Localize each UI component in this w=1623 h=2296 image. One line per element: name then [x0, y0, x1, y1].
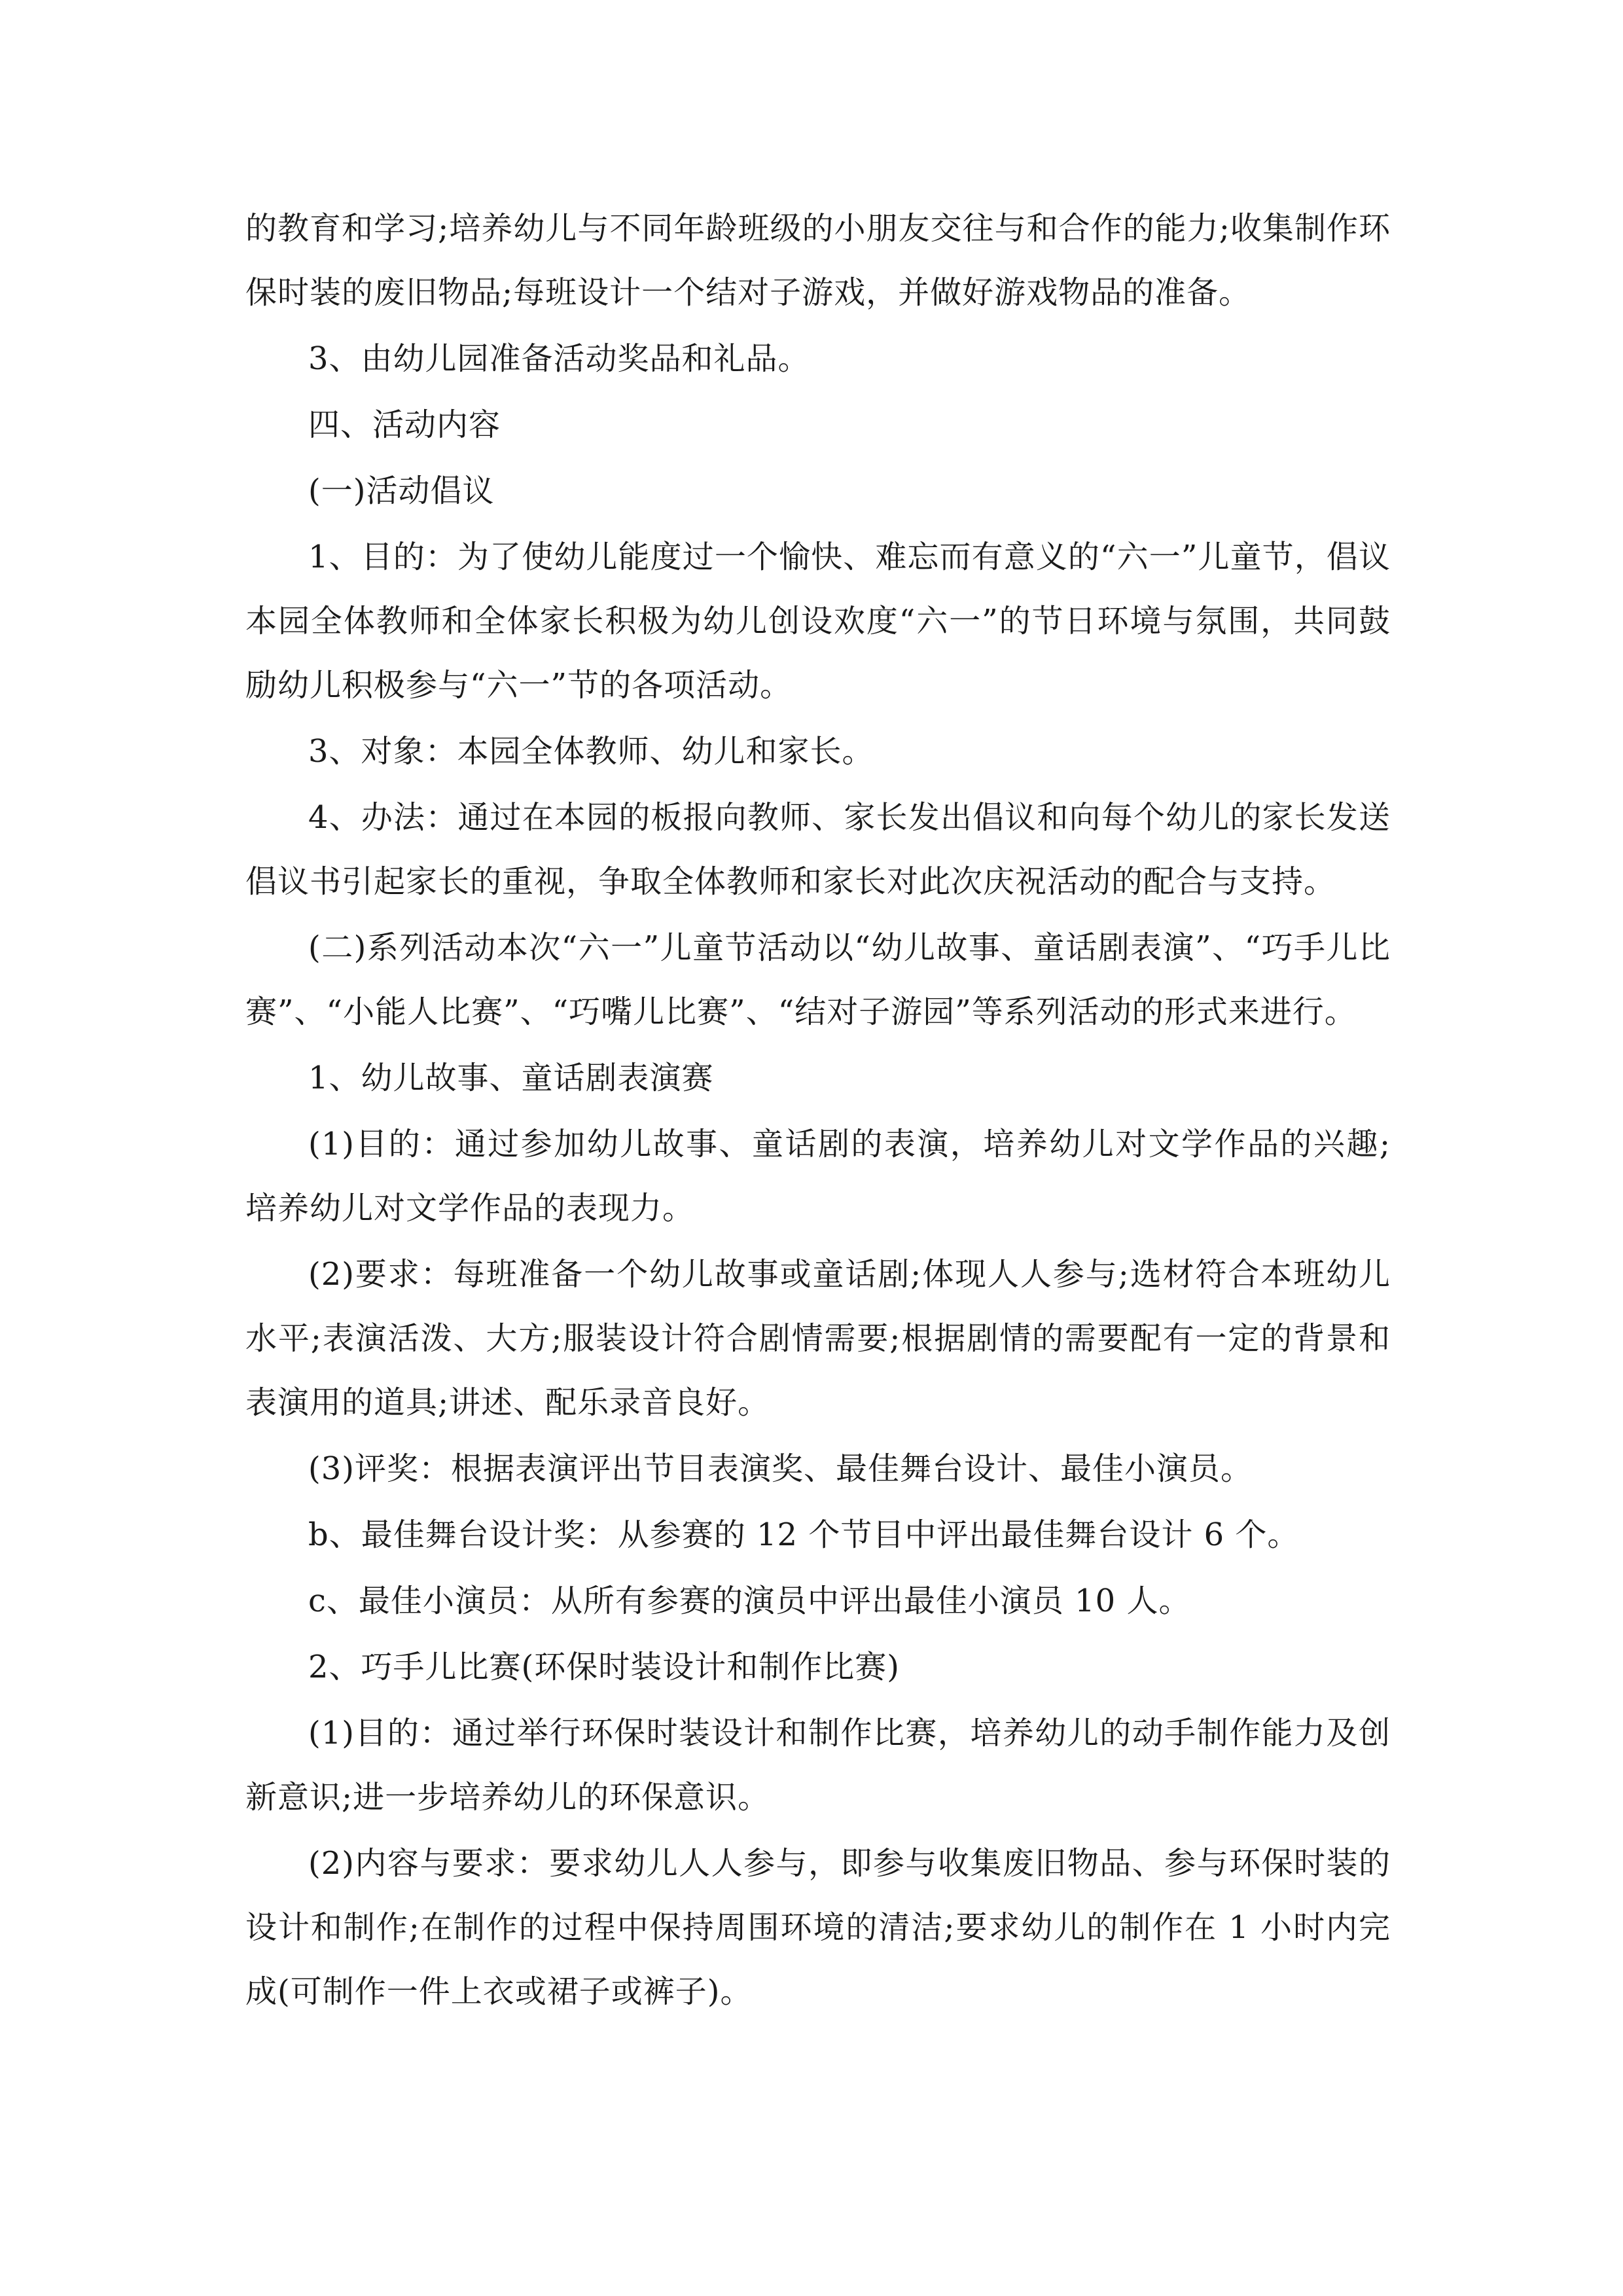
- paragraph-story-purpose: (1)目的：通过参加幼儿故事、童话剧的表演，培养幼儿对文学作品的兴趣;培养幼儿对文学作品的表现力。: [245, 1126, 1391, 1227]
- paragraph-story-awards: (3)评奖：根据表演评出节目表演奖、最佳舞台设计、最佳小演员。: [308, 1450, 1253, 1487]
- paragraph-continuation: 的教育和学习;培养幼儿与不同年龄班级的小朋友交往与和合作的能力;收集制作环保时装的废旧物品;每班设计一个结对子游戏，并做好游戏物品的准备。: [245, 210, 1391, 311]
- heading-activity-content: 四、活动内容: [308, 406, 501, 443]
- heading-activity-proposal: (一)活动倡议: [308, 473, 495, 509]
- paragraph-series-activities: (二)系列活动本次“六一”儿童节活动以“幼儿故事、童话剧表演”、“巧手儿比赛”、“小能人比赛”、“巧嘴儿比赛”、“结对子游园”等系列活动的形式来进行。: [245, 929, 1391, 1030]
- paragraph-best-stage-award: b、最佳舞台设计奖：从参赛的 12 个节目中评出最佳舞台设计 6 个。: [308, 1516, 1300, 1553]
- paragraph-purpose: 1、目的：为了使幼儿能度过一个愉快、难忘而有意义的“六一”儿童节，倡议本园全体教师和全体家长积极为幼儿创设欢度“六一”的节日环境与氛围，共同鼓励幼儿积极参与“六一”节的各项活动。: [245, 539, 1391, 704]
- paragraph-handcraft-purpose: (1)目的：通过举行环保时装设计和制作比赛，培养幼儿的动手制作能力及创新意识;进一步培养幼儿的环保意识。: [245, 1715, 1391, 1816]
- paragraph-best-actor-award: c、最佳小演员：从所有参赛的演员中评出最佳小演员 10 人。: [308, 1583, 1191, 1619]
- heading-handcraft-contest: 2、巧手儿比赛(环保时装设计和制作比赛): [308, 1649, 900, 1685]
- paragraph-method: 4、办法：通过在本园的板报向教师、家长发出倡议和向每个幼儿的家长发送倡议书引起家长的重视，争取全体教师和家长对此次庆祝活动的配合与支持。: [245, 799, 1391, 900]
- paragraph-audience: 3、对象：本园全体教师、幼儿和家长。: [308, 733, 874, 770]
- paragraph-handcraft-requirements: (2)内容与要求：要求幼儿人人参与，即参与收集废旧物品、参与环保时装的设计和制作;在制作的过程中保持周围环境的清洁;要求幼儿的制作在 1 小时内完成(可制作一件上衣或裙子或裤子)。: [245, 1845, 1391, 2010]
- paragraph-story-requirements: (2)要求：每班准备一个幼儿故事或童话剧;体现人人参与;选材符合本班幼儿水平;表演活泼、大方;服装设计符合剧情需要;根据剧情的需要配有一定的背景和表演用的道具;讲述、配乐录音良好。: [245, 1256, 1391, 1421]
- heading-story-performance: 1、幼儿故事、童话剧表演赛: [308, 1060, 714, 1096]
- document-body: [245, 196, 1391, 2026]
- paragraph-prizes: 3、由幼儿园准备活动奖品和礼品。: [308, 340, 810, 377]
